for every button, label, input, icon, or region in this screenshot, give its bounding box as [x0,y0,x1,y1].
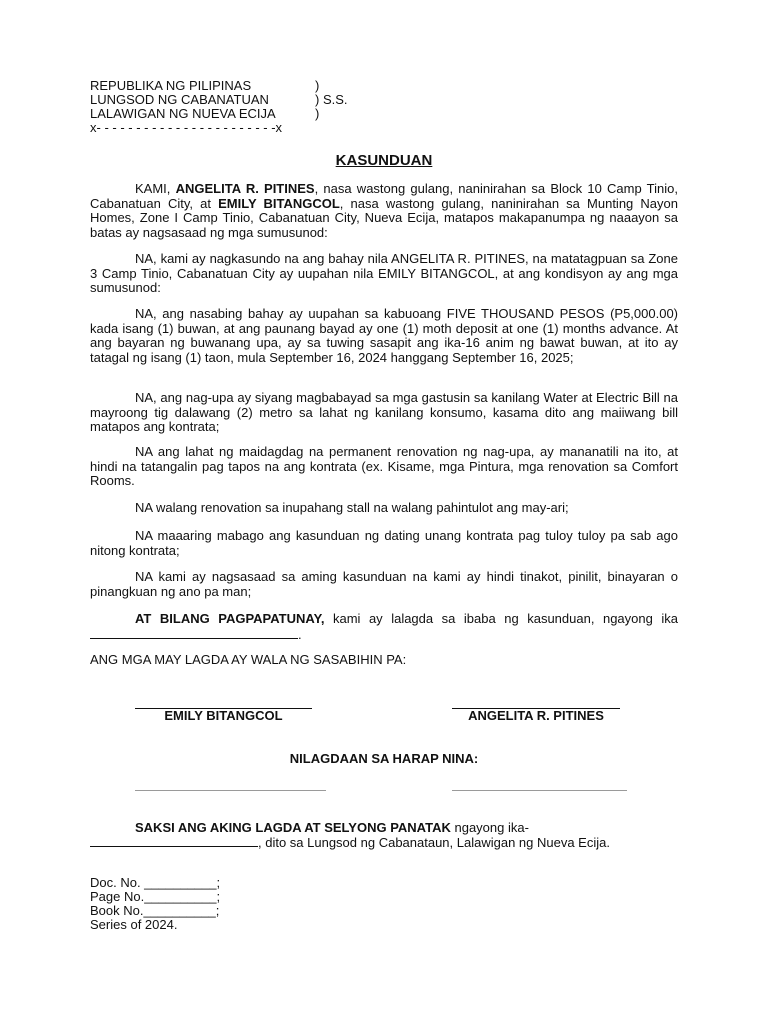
doc-number: Doc. No. __________; [90,875,221,890]
intro-paragraph [90,182,678,240]
notary-line-2 [90,835,610,850]
notary-bold: SAKSI ANG AKING LAGDA AT SELYONG PANATAK [135,820,451,835]
intro-mid: , nasa wastong gulang, naninirahan sa Block 10 Camp Tinio, Cabanatuan City, at [90,181,678,211]
witness-line-1 [135,790,326,791]
attestation-bold: AT BILANG PAGPAPATUNAY, [135,611,325,626]
notary-date-blank [90,835,258,847]
witness-heading: NILAGDAAN SA HARAP NINA: [289,751,479,766]
attestation-paragraph [90,612,678,642]
closing-statement: ANG MGA MAY LAGDA AY WALA NG SASABIHIN PA: [90,652,407,667]
signatory-lessor: ANGELITA R. PITINES [468,708,604,723]
notary-place: , dito sa Lungsod ng Cabanataun, Lalawigan ng Nueva Ecija. [258,835,610,850]
clause-3: NA, ang nag-upa ay siyang magbabayad sa mga gastusin sa kanilang Water at Electric Bill na mayroong tig dalawang (2) metro sa lahat ng kanilang konsumo, kasama dito ang maiiwang bill matapos ang kontrata; [90,390,678,434]
witness-line-2 [452,790,627,791]
document-title: KASUNDUAN [335,152,433,169]
party-name-lessor: ANGELITA R. PITINES [175,181,315,196]
page-number: Page No.__________; [90,889,221,904]
header-bracket-1: ) [315,78,320,93]
header-divider: x- - - - - - - - - - - - - - - - - - - - - - -x [90,120,283,135]
signatory-lessee: EMILY BITANGCOL [164,708,283,723]
header-line-city: LUNGSOD NG CABANATUAN [90,92,269,107]
series-year: Series of 2024. [90,917,178,932]
notary-paragraph [90,821,678,836]
notary-text: ngayong ika- [454,820,529,835]
header-bracket-3: ) [315,106,320,121]
clause-6: NA maaaring mabago ang kasunduan ng dating unang kontrata pag tuloy tuloy pa sab ago nitong kontrata; [90,528,678,558]
clause-2: NA, ang nasabing bahay ay uupahan sa kabuoang FIVE THOUSAND PESOS (P5,000.00) kada isang (1) buwan, at ang paunang bayad ay one (1) moth deposit at one (1) months advance. At ang bayaran ng buwanang upa, ay sa tuwing sasapit ang ika-16 anim ng bawat buwan, at ito ay tatagal ng isang (1) taon, mula September 16, 2024 hanggang September 16, 2025; [90,306,678,365]
intro-kami: KAMI, [135,181,171,196]
date-blank-line [90,627,298,639]
intro-rest: , nasa wastong gulang, naninirahan sa Munting Nayon Homes, Zone I Camp Tinio, Cabanatuan City, Nueva Ecija, matapos makapanumpa ng naaayon sa batas ay nagsasaad ng mga sumusunod: [90,195,678,240]
book-number: Book No.__________; [90,903,220,918]
party-name-lessee: EMILY BITANGCOL [218,195,340,211]
attestation-end: . [298,626,302,642]
clause-1: NA, kami ay nagkasundo na ang bahay nila ANGELITA R. PITINES, na matatagpuan sa Zone 3 Camp Tinio, Cabanatuan City ay uupahan nila EMILY BITANGCOL, at ang kondisyon ay ang mga sumusunod: [90,251,678,295]
header-line-province: LALAWIGAN NG NUEVA ECIJA [90,106,276,121]
clause-4: NA ang lahat ng maidagdag na permanent renovation ng nag-upa, ay mananatili na ito, at hindi na tatangalin pag tapos na ang kontrata (ex. Kisame, mga Pintura, mga renovation sa Comfort Rooms. [90,444,678,488]
clause-5: NA walang renovation sa inupahang stall na walang pahintulot ang may-ari; [135,500,569,515]
header-line-republic: REPUBLIKA NG PILIPINAS [90,78,252,93]
clause-7: NA kami ay nagsasaad sa aming kasunduan na kami ay hindi tinakot, pinilit, binayaran o pinangkuan ng ano pa man; [90,569,678,599]
attestation-text: kami ay lalagda sa ibaba ng kasunduan, ngayong ika [332,611,678,626]
header-bracket-ss: ) S.S. [315,92,348,107]
